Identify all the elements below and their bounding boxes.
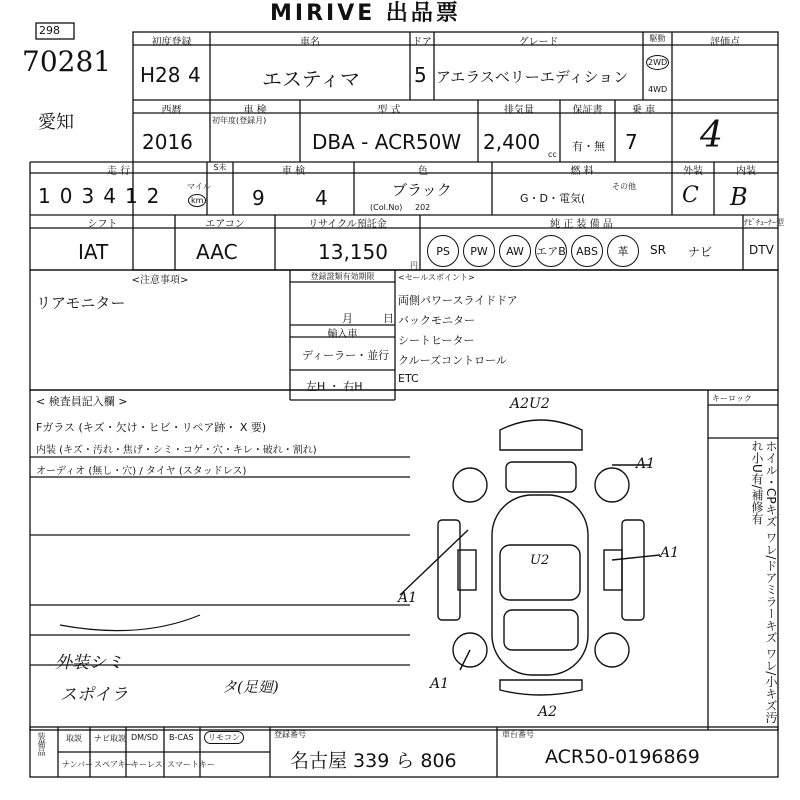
shaken-year: 9	[252, 186, 265, 210]
displacement-unit: cc	[548, 150, 557, 159]
hdr-reg-no: 登録番号	[274, 730, 306, 739]
hdr-color-no: (Col.No)	[370, 203, 403, 212]
sales-point-2: シートヒーター	[398, 334, 475, 347]
hdr-doc-expiry: 登録證類有効期限	[310, 272, 375, 281]
hdr-doors: ドア	[412, 37, 432, 48]
grade: アエラスベリーエディション	[436, 68, 629, 86]
hdr-sales-points: <セールスポイント>	[398, 273, 475, 282]
side-note: ホイル・CPキズ ワレ/ドアミラーキズ ワレ/小キズ汚れ小U有/補修有	[750, 440, 778, 724]
ext-grade: C	[682, 183, 699, 208]
hand-note-0: 外装シミ	[55, 653, 123, 673]
bottom-label-1: ナビ取説	[94, 734, 126, 743]
bottom-label-4: リモコン	[204, 731, 244, 744]
hdr-car-name: 車名	[300, 37, 320, 48]
hand-note-2: タ(足廻)	[222, 678, 279, 696]
doc-expiry-day: 日	[383, 312, 394, 325]
hdr-displacement: 排気量	[504, 105, 534, 116]
doc-expiry-month: 月	[342, 312, 353, 325]
import-dealer: ディーラー・並行	[302, 349, 390, 362]
bottom-label-8: スマートキー	[167, 760, 215, 769]
bottom-label-7: キーレス	[131, 760, 163, 769]
hdr-keylock: キーロック	[712, 394, 752, 403]
hdr-recycle: リサイクル預託金	[308, 219, 387, 230]
drive-2wd: 2WD	[646, 55, 669, 70]
sales-point-4: ETC	[398, 372, 419, 385]
bottom-label-5: ナンバー	[62, 760, 94, 769]
seats: 7	[625, 130, 638, 154]
mark-left-rear: A1	[430, 676, 450, 692]
hdr-mileage-s: S未	[213, 163, 227, 172]
hdr-chassis-no: 車台番号	[502, 730, 534, 739]
equip-dtv: DTV	[749, 243, 774, 257]
color-no: 202	[415, 203, 431, 212]
hdr-year: 西暦	[161, 105, 182, 116]
hdr-fuel: 燃 料	[570, 166, 594, 177]
form-title: MIRIVE 出品票	[270, 1, 461, 26]
inspector-line-0: Fガラス (キズ・欠け・ヒビ・リペア跡・ X 要)	[36, 421, 267, 434]
mileage-unit-km: km	[188, 194, 206, 207]
hdr-aircon: エアコン	[205, 219, 245, 230]
model: DBA - ACR50W	[312, 130, 462, 154]
hdr-mileage: 走 行	[106, 166, 131, 177]
hdr-int: 内装	[736, 166, 756, 177]
import-handle: 左H ・ 右H	[306, 380, 363, 393]
sales-point-0: 両側パワースライドドア	[398, 294, 518, 307]
aircon: AAC	[196, 240, 238, 264]
mark-right-rear: A1	[660, 545, 680, 561]
bottom-side-label: 装備品	[37, 732, 46, 756]
hdr-warranty: 保証書	[572, 105, 603, 116]
equip-pw: PW	[463, 235, 495, 267]
equip-navi: ナビ	[688, 245, 713, 259]
bottom-label-2: DM/SD	[131, 733, 158, 742]
mark-front: A2U2	[510, 396, 550, 412]
hdr-score: 評価点	[710, 37, 740, 48]
hdr-shaken: 車 検	[281, 166, 306, 177]
reg-no: 名古屋 339 ら 806	[290, 750, 457, 772]
inspector-line-2: オーディオ (無し・穴) / タイヤ (スタッドレス)	[36, 466, 247, 477]
hdr-notes: <注意事項>	[131, 275, 189, 286]
hdr-inspector: < 検査員記入欄 >	[36, 395, 128, 408]
equip-airbag: エアB	[535, 235, 567, 267]
notes-text: リアモニター	[36, 294, 126, 312]
mark-roof: U2	[530, 553, 550, 568]
warranty: 有・無	[572, 140, 605, 153]
bottom-label-0: 取説	[66, 734, 82, 743]
hdr-seats: 乗 車	[631, 105, 656, 116]
score: 4	[700, 115, 723, 156]
hdr-ext: 外装	[683, 166, 703, 177]
mark-right-front: A1	[636, 456, 656, 472]
chassis-no: ACR50-0196869	[545, 746, 700, 768]
equip-aw: AW	[499, 235, 531, 267]
mileage-digits: 103412	[38, 184, 169, 208]
hdr-equipment: 純 正 装 備 品	[550, 219, 613, 230]
sales-point-3: クルーズコントロール	[398, 354, 507, 367]
bottom-label-3: B-CAS	[169, 733, 194, 742]
recycle-unit: 円	[410, 261, 418, 270]
hdr-import: 輸入車	[327, 329, 358, 340]
bottom-label-6: スペアキー	[94, 760, 134, 769]
shift: IAT	[78, 240, 109, 264]
inspector-line-1: 内装 (キズ・汚れ・焦げ・シミ・コゲ・穴・キレ・破れ・割れ)	[36, 445, 317, 456]
hdr-shift: シフト	[87, 219, 118, 230]
recycle: 13,150	[318, 240, 388, 264]
mark-left: A1	[398, 590, 418, 606]
mark-rear: A2	[538, 704, 558, 720]
doors: 5	[414, 63, 427, 87]
equip-ps: PS	[427, 235, 459, 267]
sales-point-1: バックモニター	[398, 314, 475, 327]
hdr-model: 型 式	[377, 105, 401, 116]
equip-leather: 革	[607, 235, 639, 267]
hdr-first-reg: 初度登録	[151, 37, 192, 48]
first-reg-era: H28	[140, 63, 181, 87]
hdr-inspection: 車 検	[243, 105, 267, 116]
year: 2016	[142, 130, 193, 154]
fuel-other: その他	[612, 182, 636, 191]
equip-abs: ABS	[571, 235, 603, 267]
car-name: エスティマ	[262, 67, 360, 91]
fuel: G・D・電気(	[520, 192, 586, 205]
hdr-color: 色	[418, 166, 428, 177]
hdr-grade: グレード	[518, 37, 559, 48]
equip-sr: SR	[650, 243, 666, 257]
mileage-unit-mile: マイル	[187, 182, 211, 191]
shaken-month: 4	[315, 186, 328, 210]
color: ブラック	[392, 181, 452, 199]
drive-4wd: 4WD	[648, 85, 668, 94]
first-reg-month: 4	[188, 63, 201, 87]
lot-number: 70281	[22, 45, 112, 78]
int-grade: B	[730, 183, 748, 211]
hand-note-1: スポイラ	[60, 685, 128, 705]
lot-box: 298	[39, 24, 60, 37]
hdr-inspection-sub: 初年度(登録月)	[212, 116, 267, 125]
hdr-drive: 駆動	[649, 34, 666, 43]
hdr-navi-tuner: ﾅﾋﾞﾁｭｰﾅｰ型	[744, 218, 784, 227]
displacement: 2,400	[483, 130, 541, 154]
region: 愛知	[38, 112, 74, 133]
